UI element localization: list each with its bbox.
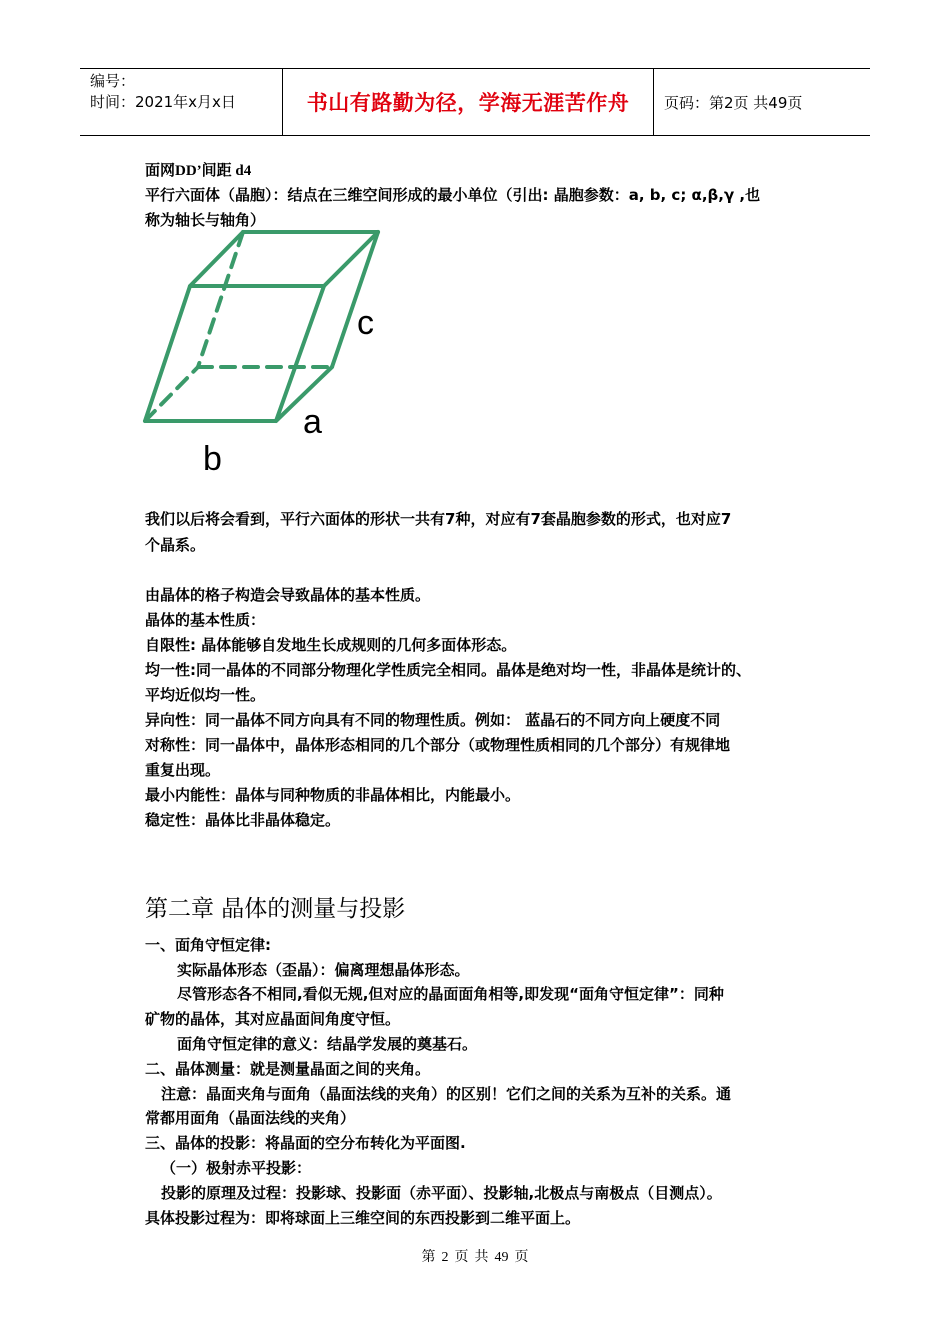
para-stability: 稳定性：晶体比非晶体稳定。 <box>145 811 341 829</box>
para-symmetry-cont: 重复出现。 <box>145 761 221 779</box>
para-min-energy: 最小内能性：晶体与同种物质的非晶体相比，内能最小。 <box>145 786 521 804</box>
line-axis-length: 称为轴长与轴角） <box>145 211 266 229</box>
page-footer <box>0 1246 950 1266</box>
line-parallelepiped: 平行六面体（晶胞）：结点在三维空间形成的最小单位（引出: 晶胞参数：a, b, c; α,β,γ ,也 <box>145 186 761 204</box>
footer-gong: 共 <box>474 1250 489 1265</box>
para-seven-shapes-cont: 个晶系。 <box>145 536 206 554</box>
section-1-line-d: 面角守恒定律的意义：结晶学发展的奠基石。 <box>177 1035 478 1053</box>
para-anisotropy: 异向性：同一晶体不同方向具有不同的物理性质。例如： 蓝晶石的不同方向上硬度不同 <box>145 711 721 729</box>
section-3-sub: （一）极射赤平投影： <box>161 1159 312 1177</box>
label-b: b <box>203 440 222 478</box>
chapter-title: 第二章 晶体的测量与投影 <box>145 896 406 922</box>
label-c: c <box>357 304 374 342</box>
label-a: a <box>303 403 322 441</box>
motto: 书山有路勤为径，学海无涯苦作舟 <box>306 91 630 115</box>
para-homogeneity-cont: 平均近似均一性。 <box>145 686 266 704</box>
number-label: 编号： <box>90 72 136 90</box>
section-2-note-cont: 常都用面角（晶面法线的夹角） <box>145 1109 356 1127</box>
footer-di: 第 <box>421 1250 436 1265</box>
line-plane-spacing: 面网DD’间距 d4 <box>145 163 252 179</box>
para-seven-shapes: 我们以后将会看到，平行六面体的形状一共有7种，对应有7套晶胞参数的形式，也对应7 <box>145 510 732 528</box>
section-1-line-b: 尽管形态各不相同,看似无规,但对应的晶面面角相等,即发现“面角守恒定律”：同种 <box>177 985 724 1003</box>
para-lattice: 由晶体的格子构造会导致晶体的基本性质。 <box>145 586 431 604</box>
footer-ye2: 页 <box>514 1250 529 1265</box>
section-1-title: 一、面角守恒定律: <box>145 936 271 954</box>
footer-page: 2 <box>441 1250 449 1265</box>
section-2-title: 二、晶体测量：就是测量晶面之间的夹角。 <box>145 1060 431 1078</box>
para-homogeneity: 均一性:同一晶体的不同部分物理化学性质完全相同。晶体是绝对均一性，非晶体是统计的、 <box>145 661 752 679</box>
para-self-limiting: 自限性: 晶体能够自发地生长成规则的几何多面体形态。 <box>145 636 517 654</box>
footer-ye: 页 <box>454 1250 469 1265</box>
section-1-line-a: 实际晶体形态（歪晶）：偏离理想晶体形态。 <box>177 961 470 979</box>
para-symmetry: 对称性：同一晶体中，晶体形态相同的几个部分（或物理性质相同的几个部分）有规律地 <box>145 736 731 754</box>
section-3-process: 具体投影过程为：即将球面上三维空间的东西投影到二维平面上。 <box>145 1209 581 1227</box>
footer-total: 49 <box>494 1250 509 1265</box>
para-basic-properties: 晶体的基本性质： <box>145 611 266 629</box>
section-1-line-c: 矿物的晶体，其对应晶面间角度守恒。 <box>145 1010 401 1028</box>
diagram-lines <box>145 232 378 421</box>
page-info: 页码：第2页 共49页 <box>664 93 803 112</box>
section-3-principle: 投影的原理及过程：投影球、投影面（赤平面）、投影轴,北极点与南极点（目测点）。 <box>161 1184 722 1202</box>
time-label: 时间：2021年x月x日 <box>90 93 236 111</box>
section-2-note: 注意：晶面夹角与面角（晶面法线的夹角）的区别！它们之间的关系为互补的关系。通 <box>161 1085 732 1103</box>
section-3-title: 三、晶体的投影：将晶面的空分布转化为平面图. <box>145 1134 466 1152</box>
